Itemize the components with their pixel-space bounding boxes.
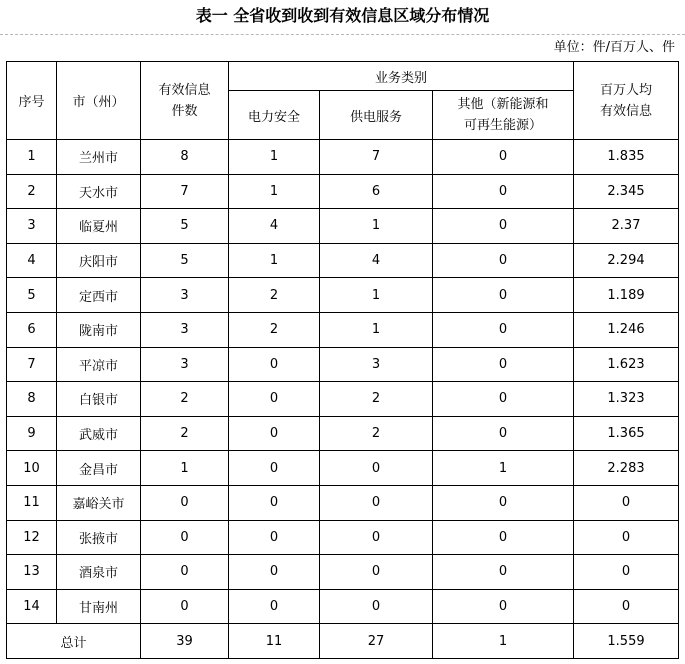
cell-per-million[interactable]: 2.37 (574, 209, 679, 244)
total-count[interactable]: 39 (141, 624, 229, 659)
cell-other[interactable]: 0 (433, 347, 574, 382)
table-row (7, 140, 679, 175)
cell-seq[interactable]: 9 (7, 416, 57, 451)
cell-service[interactable]: 2 (320, 416, 433, 451)
cell-other[interactable]: 1 (433, 451, 574, 486)
table-row (7, 174, 679, 209)
cell-city[interactable]: 酒泉市 (57, 555, 141, 590)
cell-per-million[interactable]: 1.246 (574, 312, 679, 347)
distribution-table (6, 61, 679, 659)
table-row (7, 416, 679, 451)
cell-service[interactable]: 4 (320, 243, 433, 278)
cell-count[interactable]: 5 (141, 243, 229, 278)
cell-per-million[interactable]: 1.365 (574, 416, 679, 451)
cell-city[interactable]: 庆阳市 (57, 243, 141, 278)
cell-count[interactable]: 0 (141, 485, 229, 520)
cell-other[interactable]: 0 (433, 174, 574, 209)
table-row (7, 589, 679, 624)
title-divider (0, 34, 685, 35)
unit-label: 单位：件/百万人、件 (553, 40, 675, 55)
cell-count[interactable]: 7 (141, 174, 229, 209)
table-row (7, 209, 679, 244)
cell-safety[interactable]: 0 (229, 347, 320, 382)
table-row (7, 520, 679, 555)
cell-other[interactable]: 0 (433, 243, 574, 278)
cell-city[interactable]: 兰州市 (57, 140, 141, 175)
cell-city[interactable]: 平凉市 (57, 347, 141, 382)
cell-seq[interactable]: 4 (7, 243, 57, 278)
cell-other[interactable]: 0 (433, 416, 574, 451)
cell-per-million[interactable]: 0 (574, 589, 679, 624)
cell-per-million[interactable]: 1.623 (574, 347, 679, 382)
total-safety[interactable]: 11 (229, 624, 320, 659)
cell-per-million[interactable]: 2.345 (574, 174, 679, 209)
header-city[interactable]: 市（州） (57, 62, 141, 140)
total-service[interactable]: 27 (320, 624, 433, 659)
header-other[interactable] (433, 91, 574, 140)
cell-other[interactable]: 0 (433, 209, 574, 244)
cell-count[interactable]: 3 (141, 347, 229, 382)
cell-safety[interactable]: 0 (229, 382, 320, 417)
cell-city[interactable]: 临夏州 (57, 209, 141, 244)
cell-service[interactable]: 0 (320, 451, 433, 486)
cell-seq[interactable]: 1 (7, 140, 57, 175)
table-title: 表一 全省收到收到有效信息区域分布情况 (195, 6, 490, 25)
cell-count[interactable]: 2 (141, 382, 229, 417)
cell-count[interactable]: 2 (141, 416, 229, 451)
cell-seq[interactable]: 5 (7, 278, 57, 313)
table-row (7, 243, 679, 278)
table-row (7, 382, 679, 417)
header-valid-count-line2: 件数 (171, 103, 198, 119)
cell-service[interactable]: 0 (320, 485, 433, 520)
cell-safety[interactable]: 1 (229, 174, 320, 209)
cell-safety[interactable]: 0 (229, 520, 320, 555)
cell-city[interactable]: 嘉峪关市 (57, 485, 141, 520)
cell-count[interactable]: 8 (141, 140, 229, 175)
total-other[interactable]: 1 (433, 624, 574, 659)
table-row (7, 485, 679, 520)
header-per-million-line2: 有效信息 (599, 103, 652, 119)
cell-other[interactable]: 0 (433, 278, 574, 313)
cell-seq[interactable]: 11 (7, 485, 57, 520)
cell-count[interactable]: 5 (141, 209, 229, 244)
cell-service[interactable]: 0 (320, 520, 433, 555)
cell-other[interactable]: 0 (433, 312, 574, 347)
total-label[interactable]: 总计 (7, 624, 141, 659)
cell-service[interactable]: 3 (320, 347, 433, 382)
cell-safety[interactable]: 2 (229, 278, 320, 313)
cell-seq[interactable]: 3 (7, 209, 57, 244)
header-per-million-line1: 百万人均 (599, 82, 652, 98)
header-business-category[interactable]: 业务类别 (229, 62, 574, 91)
cell-city[interactable]: 陇南市 (57, 312, 141, 347)
cell-other[interactable]: 0 (433, 520, 574, 555)
cell-per-million[interactable]: 2.283 (574, 451, 679, 486)
cell-other[interactable]: 0 (433, 485, 574, 520)
cell-count[interactable]: 0 (141, 589, 229, 624)
cell-seq[interactable]: 6 (7, 312, 57, 347)
table-row (7, 451, 679, 486)
cell-safety[interactable]: 0 (229, 416, 320, 451)
cell-per-million[interactable]: 0 (574, 485, 679, 520)
cell-per-million[interactable]: 2.294 (574, 243, 679, 278)
header-per-million[interactable] (574, 62, 679, 140)
cell-count[interactable]: 1 (141, 451, 229, 486)
cell-seq[interactable]: 14 (7, 589, 57, 624)
cell-seq[interactable]: 10 (7, 451, 57, 486)
header-other-line2: 可再生能源） (463, 118, 542, 133)
cell-seq[interactable]: 8 (7, 382, 57, 417)
cell-service[interactable]: 0 (320, 555, 433, 590)
header-other-line1: 其他（新能源和 (457, 97, 549, 112)
cell-safety[interactable]: 0 (229, 451, 320, 486)
cell-service[interactable]: 6 (320, 174, 433, 209)
cell-per-million[interactable]: 1.189 (574, 278, 679, 313)
cell-per-million[interactable]: 1.323 (574, 382, 679, 417)
cell-safety[interactable]: 2 (229, 312, 320, 347)
cell-other[interactable]: 0 (433, 382, 574, 417)
total-per-million[interactable]: 1.559 (574, 624, 679, 659)
cell-city[interactable]: 天水市 (57, 174, 141, 209)
cell-count[interactable]: 3 (141, 312, 229, 347)
cell-service[interactable]: 2 (320, 382, 433, 417)
cell-safety[interactable]: 1 (229, 140, 320, 175)
cell-service[interactable]: 1 (320, 209, 433, 244)
header-seq[interactable]: 序号 (7, 62, 57, 140)
cell-count[interactable]: 0 (141, 520, 229, 555)
cell-other[interactable]: 0 (433, 140, 574, 175)
cell-city[interactable]: 定西市 (57, 278, 141, 313)
cell-per-million[interactable]: 0 (574, 555, 679, 590)
cell-seq[interactable]: 13 (7, 555, 57, 590)
cell-safety[interactable]: 0 (229, 485, 320, 520)
cell-per-million[interactable]: 0 (574, 520, 679, 555)
total-row (7, 624, 679, 659)
header-row-1 (7, 62, 679, 91)
table-row (7, 347, 679, 382)
cell-seq[interactable]: 2 (7, 174, 57, 209)
cell-other[interactable]: 0 (433, 555, 574, 590)
table-row (7, 555, 679, 590)
header-valid-count[interactable] (141, 62, 229, 140)
cell-seq[interactable]: 7 (7, 347, 57, 382)
cell-safety[interactable]: 4 (229, 209, 320, 244)
cell-city[interactable]: 甘南州 (57, 589, 141, 624)
cell-service[interactable]: 7 (320, 140, 433, 175)
cell-city[interactable]: 张掖市 (57, 520, 141, 555)
cell-service[interactable]: 1 (320, 278, 433, 313)
header-power-service[interactable]: 供电服务 (320, 91, 433, 140)
cell-city[interactable]: 金昌市 (57, 451, 141, 486)
table-row (7, 312, 679, 347)
cell-count[interactable]: 0 (141, 555, 229, 590)
cell-service[interactable]: 0 (320, 589, 433, 624)
cell-count[interactable]: 3 (141, 278, 229, 313)
cell-city[interactable]: 白银市 (57, 382, 141, 417)
cell-safety[interactable]: 0 (229, 555, 320, 590)
cell-safety[interactable]: 0 (229, 589, 320, 624)
cell-service[interactable]: 1 (320, 312, 433, 347)
cell-seq[interactable]: 12 (7, 520, 57, 555)
cell-city[interactable]: 武威市 (57, 416, 141, 451)
cell-per-million[interactable]: 1.835 (574, 140, 679, 175)
table-row (7, 278, 679, 313)
cell-other[interactable]: 0 (433, 589, 574, 624)
cell-safety[interactable]: 1 (229, 243, 320, 278)
header-power-safety[interactable]: 电力安全 (229, 91, 320, 140)
header-valid-count-line1: 有效信息 (158, 82, 211, 98)
